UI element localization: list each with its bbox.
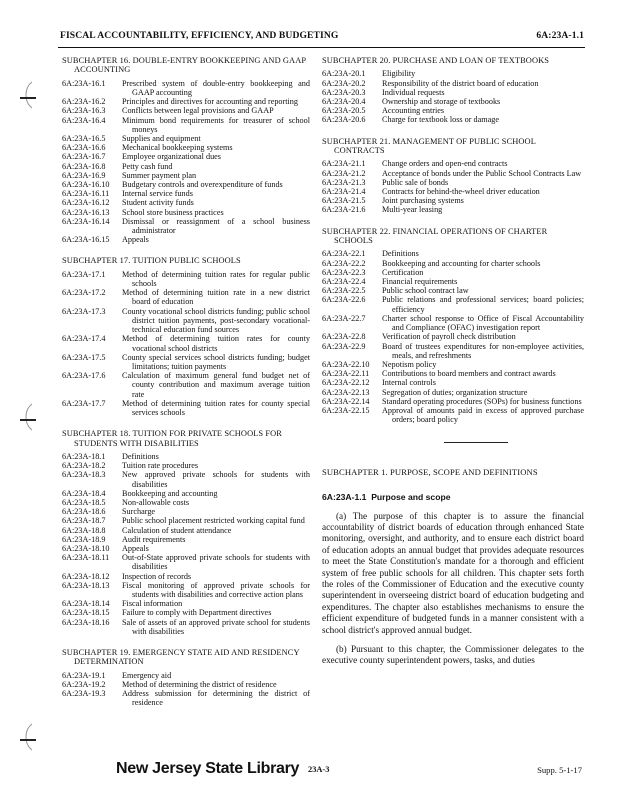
toc-entry-title: Multi-year leasing bbox=[382, 205, 443, 215]
toc-entry bbox=[62, 498, 310, 507]
paragraph-a: (a) The purpose of this chapter is to assure the financial accountability of district boards of education through enhanced State monitoring, oversight, and authority, and to ensure each district board of education adopts an annual budget that provides adequate resources to meet the State Constitution's mandate for a thorough and efficient system of free public schools for all children. This chapter sets forth the roles of the Commissioner of Education and the executive county superintendent in overseeing district board of education budgeting and expenditures. The chapter also establishes mechanisms to ensure the efficient expenditure of budgeted funds in a manner consistent with a school district's approved annual budget. bbox=[322, 510, 584, 635]
toc-entry-title: Charter school response to Office of Fiscal Accountability and Compliance (OFAC) investigation report bbox=[382, 313, 584, 333]
toc-entry-title: Method of determining tuition rates for county vocational school districts bbox=[122, 334, 310, 353]
toc-entry-number: 6A:23A-17.7 bbox=[62, 398, 106, 408]
toc-list bbox=[62, 671, 310, 708]
toc-entry-number: 6A:23A-22.9 bbox=[322, 341, 366, 351]
toc-entry-number: 6A:23A-17.5 bbox=[62, 352, 106, 362]
toc-entry-number: 6A:23A-18.5 bbox=[62, 497, 106, 507]
toc-entry-number: 6A:23A-16.2 bbox=[62, 97, 106, 107]
page-number: 23A-3 bbox=[308, 765, 330, 774]
toc-entry-number: 6A:23A-16.11 bbox=[62, 189, 110, 199]
toc-entry bbox=[322, 159, 584, 168]
toc-entry bbox=[62, 526, 310, 535]
toc-entry-number: 6A:23A-18.11 bbox=[62, 553, 110, 563]
toc-entry-number: 6A:23A-21.5 bbox=[322, 196, 366, 206]
toc-entry-title: Contributions to board members and contract awards bbox=[382, 369, 556, 379]
toc-entry bbox=[62, 189, 310, 198]
toc-entry bbox=[62, 217, 310, 235]
toc-entry-title: Accounting entries bbox=[382, 106, 445, 116]
toc-entry-number: 6A:23A-16.13 bbox=[62, 207, 110, 217]
toc-entry-number: 6A:23A-18.14 bbox=[62, 599, 110, 609]
toc-entry-number: 6A:23A-16.15 bbox=[62, 235, 110, 245]
toc-entry-title: New approved private schools for students with disabilities bbox=[122, 470, 310, 489]
toc-entry-title: Definitions bbox=[382, 249, 419, 259]
toc-entry-number: 6A:23A-16.5 bbox=[62, 134, 106, 144]
toc-entry-number: 6A:23A-22.11 bbox=[322, 369, 370, 379]
toc-entry-title: Certification bbox=[382, 267, 424, 277]
toc-entry-title: Internal controls bbox=[382, 378, 436, 388]
toc-entry-title: County vocational school districts funding; public school district tuition payments, post-secondary vocational-technical education fund sources bbox=[122, 306, 310, 335]
toc-entry bbox=[62, 671, 310, 680]
toc-entry-number: 6A:23A-18.4 bbox=[62, 488, 106, 498]
toc-entry-title: Summer payment plan bbox=[122, 170, 197, 180]
toc-entry-number: 6A:23A-21.3 bbox=[322, 177, 366, 187]
toc-entry bbox=[62, 544, 310, 553]
toc-entry-title: Sale of assets of an approved private school for students with disabilities bbox=[122, 617, 310, 636]
toc-entry-title: Minimum bond requirements for treasurer of school moneys bbox=[122, 115, 310, 134]
toc-entry-title: Public relations and professional services; board policies; efficiency bbox=[382, 295, 584, 314]
toc-entry bbox=[62, 618, 310, 636]
toc-entry-title: Mechanical bookkeeping systems bbox=[122, 143, 233, 153]
toc-list bbox=[322, 159, 584, 214]
toc-entry-title: Public school contract law bbox=[382, 286, 469, 296]
subchapter-heading: SUBCHAPTER 20. PURCHASE AND LOAN OF TEXTBOOKS bbox=[322, 56, 550, 65]
toc-entry-title: Audit requirements bbox=[122, 534, 186, 544]
toc-entry bbox=[62, 79, 310, 97]
toc-entry-number: 6A:23A-19.2 bbox=[62, 680, 106, 690]
toc-entry bbox=[322, 342, 584, 360]
toc-entry bbox=[62, 235, 310, 244]
toc-entry bbox=[322, 388, 584, 397]
toc-entry bbox=[322, 69, 584, 78]
toc-entry-title: Approval of amounts paid in excess of approved purchase orders; board policy bbox=[382, 405, 584, 425]
toc-entry bbox=[62, 572, 310, 581]
section-title: Purpose and scope bbox=[371, 492, 451, 503]
toc-entry-title: Appeals bbox=[122, 235, 149, 245]
toc-entry-number: 6A:23A-16.12 bbox=[62, 198, 110, 208]
toc-entry-title: Charge for textbook loss or damage bbox=[382, 115, 499, 125]
section-heading bbox=[322, 493, 584, 502]
toc-entry-title: Inspection of records bbox=[122, 571, 192, 581]
toc-entry-number: 6A:23A-18.6 bbox=[62, 507, 106, 517]
toc-entry-number: 6A:23A-22.8 bbox=[322, 332, 366, 342]
toc-entry bbox=[322, 406, 584, 424]
toc-entry-title: Board of trustees expenditures for non-employee activities, meals, and refreshments bbox=[382, 341, 584, 360]
toc-entry-number: 6A:23A-18.16 bbox=[62, 617, 110, 627]
toc-entry-title: Eligibility bbox=[382, 69, 416, 79]
toc-list bbox=[62, 270, 310, 417]
toc-entry-number: 6A:23A-22.4 bbox=[322, 277, 366, 287]
toc-entry-number: 6A:23A-17.3 bbox=[62, 306, 106, 316]
toc-entry bbox=[62, 270, 310, 288]
subchapter-heading: SUBCHAPTER 17. TUITION PUBLIC SCHOOLS bbox=[62, 256, 241, 266]
toc-entry-title: Financial requirements bbox=[382, 277, 458, 287]
toc-entry-number: 6A:23A-18.2 bbox=[62, 461, 106, 471]
supplement-date: Supp. 5-1-17 bbox=[537, 765, 582, 775]
toc-entry-number: 6A:23A-16.1 bbox=[62, 78, 106, 88]
toc-entry bbox=[322, 106, 584, 115]
toc-entry bbox=[62, 516, 310, 525]
toc-entry-title: Non-allowable costs bbox=[122, 497, 190, 507]
toc-entry-number: 6A:23A-16.9 bbox=[62, 170, 106, 180]
subchapter-1-heading: SUBCHAPTER 1. PURPOSE, SCOPE AND DEFINITIONS bbox=[322, 467, 538, 478]
toc-entry-title: Verification of payroll check distribution bbox=[382, 332, 516, 342]
toc-entry-number: 6A:23A-22.5 bbox=[322, 286, 366, 296]
toc-list bbox=[62, 452, 310, 636]
toc-entry-number: 6A:23A-18.12 bbox=[62, 571, 110, 581]
header-code: 6A:23A-1.1 bbox=[536, 30, 584, 41]
toc-entry-title: Method of determining tuition rates for county special services schools bbox=[122, 398, 310, 417]
toc-entry bbox=[62, 353, 310, 371]
toc-entry-title: Address submission for determining the district of residence bbox=[122, 689, 310, 708]
toc-list bbox=[62, 79, 310, 245]
toc-entry bbox=[62, 599, 310, 608]
toc-entry bbox=[62, 162, 310, 171]
toc-entry bbox=[62, 470, 310, 488]
toc-entry-number: 6A:23A-17.6 bbox=[62, 371, 106, 381]
toc-entry-number: 6A:23A-16.6 bbox=[62, 143, 106, 153]
toc-entry-title: Public school placement restricted working capital fund bbox=[122, 516, 305, 526]
toc-entry-title: Tuition rate procedures bbox=[122, 461, 199, 471]
library-stamp: New Jersey State Library bbox=[116, 760, 300, 777]
right-toc bbox=[322, 56, 584, 424]
toc-entry-title: Definitions bbox=[122, 451, 159, 461]
toc-entry-title: Conflicts between legal provisions and GAAP bbox=[122, 106, 274, 116]
toc-entry bbox=[62, 288, 310, 306]
toc-entry bbox=[62, 198, 310, 207]
toc-entry-number: 6A:23A-18.8 bbox=[62, 525, 106, 535]
toc-entry-title: Supplies and equipment bbox=[122, 134, 201, 144]
toc-entry-number: 6A:23A-16.10 bbox=[62, 180, 110, 190]
header-title: FISCAL ACCOUNTABILITY, EFFICIENCY, AND BUDGETING bbox=[60, 30, 339, 41]
toc-entry-number: 6A:23A-18.13 bbox=[62, 580, 110, 590]
toc-entry-number: 6A:23A-20.2 bbox=[322, 78, 366, 88]
toc-entry-title: Method of determining tuition rate in a new district board of education bbox=[122, 288, 310, 307]
toc-entry bbox=[62, 106, 310, 115]
toc-entry-number: 6A:23A-22.3 bbox=[322, 267, 366, 277]
toc-entry bbox=[62, 553, 310, 571]
section-divider bbox=[444, 442, 508, 443]
toc-entry-title: Petty cash fund bbox=[122, 161, 173, 171]
toc-entry bbox=[322, 88, 584, 97]
toc-entry-title: Public sale of bonds bbox=[382, 177, 449, 187]
toc-entry-title: Ownership and storage of textbooks bbox=[382, 97, 501, 107]
toc-entry-number: 6A:23A-18.7 bbox=[62, 516, 106, 526]
toc-entry-number: 6A:23A-21.6 bbox=[322, 205, 366, 215]
toc-entry-title: Segregation of duties; organization structure bbox=[382, 387, 528, 397]
toc-entry-number: 6A:23A-22.13 bbox=[322, 387, 370, 397]
toc-entry bbox=[62, 134, 310, 143]
binder-hole-mark-icon bbox=[18, 720, 40, 760]
toc-entry bbox=[62, 399, 310, 417]
toc-entry-title: Out-of-State approved private schools for students with disabilities bbox=[122, 553, 310, 572]
toc-entry bbox=[62, 689, 310, 707]
toc-entry bbox=[62, 334, 310, 352]
toc-entry-number: 6A:23A-16.14 bbox=[62, 216, 110, 226]
toc-entry-number: 6A:23A-21.4 bbox=[322, 187, 366, 197]
toc-entry-title: Nepotism policy bbox=[382, 359, 437, 369]
toc-entry-title: Method of determining the district of residence bbox=[122, 680, 277, 690]
toc-entry bbox=[62, 116, 310, 134]
toc-entry bbox=[322, 169, 584, 178]
toc-entry-number: 6A:23A-20.5 bbox=[322, 106, 366, 116]
toc-entry-number: 6A:23A-20.6 bbox=[322, 115, 366, 125]
toc-entry-title: Emergency aid bbox=[122, 670, 172, 680]
toc-entry bbox=[62, 461, 310, 470]
toc-entry-number: 6A:23A-18.3 bbox=[62, 470, 106, 480]
toc-entry bbox=[62, 680, 310, 689]
toc-entry-number: 6A:23A-21.1 bbox=[322, 159, 366, 169]
toc-entry-number: 6A:23A-22.1 bbox=[322, 249, 366, 259]
toc-entry bbox=[322, 205, 584, 214]
toc-entry-number: 6A:23A-17.4 bbox=[62, 334, 106, 344]
toc-entry-number: 6A:23A-22.14 bbox=[322, 396, 370, 406]
toc-entry-number: 6A:23A-22.15 bbox=[322, 405, 370, 415]
toc-entry bbox=[322, 187, 584, 196]
toc-entry-number: 6A:23A-20.1 bbox=[322, 69, 366, 79]
toc-entry bbox=[322, 79, 584, 88]
toc-entry-title: Fiscal information bbox=[122, 599, 183, 609]
toc-entry bbox=[62, 152, 310, 161]
toc-entry-title: Acceptance of bonds under the Public School Contracts Law bbox=[382, 168, 582, 178]
toc-entry-number: 6A:23A-16.7 bbox=[62, 152, 106, 162]
toc-entry-title: Contracts for behind-the-wheel driver education bbox=[382, 187, 540, 197]
toc-entry bbox=[62, 180, 310, 189]
toc-entry-title: Calculation of maximum general fund budget net of county contribution and maximum average tuition rate bbox=[122, 371, 310, 399]
toc-entry bbox=[322, 97, 584, 106]
toc-entry bbox=[322, 249, 584, 258]
toc-entry-number: 6A:23A-22.12 bbox=[322, 378, 370, 388]
toc-entry-number: 6A:23A-20.4 bbox=[322, 97, 366, 107]
toc-entry-number: 6A:23A-18.10 bbox=[62, 543, 110, 553]
toc-entry bbox=[322, 360, 584, 369]
toc-entry-title: Surcharge bbox=[122, 507, 156, 517]
subchapter-heading: SUBCHAPTER 19. EMERGENCY STATE AID AND RESIDENCY DETERMINATION bbox=[62, 648, 300, 667]
toc-entry-number: 6A:23A-18.9 bbox=[62, 534, 106, 544]
toc-entry-number: 6A:23A-16.8 bbox=[62, 161, 106, 171]
toc-entry bbox=[322, 314, 584, 332]
toc-entry-number: 6A:23A-22.7 bbox=[322, 313, 366, 323]
toc-entry-title: Dismissal or reassignment of a school business administrator bbox=[122, 216, 310, 236]
toc-entry bbox=[62, 608, 310, 617]
toc-entry bbox=[62, 507, 310, 516]
toc-entry bbox=[62, 307, 310, 335]
toc-entry-title: School store business practices bbox=[122, 207, 224, 217]
toc-entry bbox=[322, 277, 584, 286]
toc-entry-title: Change orders and open-end contracts bbox=[382, 159, 508, 169]
toc-entry-number: 6A:23A-22.6 bbox=[322, 295, 366, 305]
toc-entry bbox=[322, 178, 584, 187]
toc-entry-number: 6A:23A-18.1 bbox=[62, 451, 106, 461]
right-column bbox=[322, 56, 584, 675]
toc-entry-title: Calculation of student attendance bbox=[122, 525, 232, 535]
toc-entry-title: Fiscal monitoring of approved private schools for students with disabilities and corrective action plans bbox=[122, 580, 310, 599]
toc-entry-title: Failure to comply with Department directives bbox=[122, 608, 272, 618]
toc-entry-number: 6A:23A-22.10 bbox=[322, 359, 370, 369]
toc-entry-title: Standard operating procedures (SOPs) for business functions bbox=[382, 396, 582, 406]
left-column bbox=[62, 56, 310, 720]
toc-entry-number: 6A:23A-16.4 bbox=[62, 115, 106, 125]
toc-entry-title: Student activity funds bbox=[122, 198, 194, 208]
subchapter-heading: SUBCHAPTER 21. MANAGEMENT OF PUBLIC SCHOOL CONTRACTS bbox=[322, 136, 536, 156]
toc-entry bbox=[322, 259, 584, 268]
toc-entry-title: Employee organizational dues bbox=[122, 152, 221, 162]
toc-entry-title: Responsibility of the district board of education bbox=[382, 78, 539, 88]
binder-hole-mark-icon bbox=[18, 78, 40, 118]
toc-entry bbox=[322, 268, 584, 277]
toc-entry-title: Bookkeeping and accounting bbox=[122, 488, 218, 498]
toc-entry bbox=[322, 286, 584, 295]
toc-entry-title: Appeals bbox=[122, 543, 149, 553]
toc-entry bbox=[322, 196, 584, 205]
toc-list bbox=[322, 249, 584, 424]
subchapter-heading: SUBCHAPTER 18. TUITION FOR PRIVATE SCHOOLS FOR STUDENTS WITH DISABILITIES bbox=[62, 429, 282, 448]
toc-entry-number: 6A:23A-21.2 bbox=[322, 168, 366, 178]
toc-entry bbox=[322, 397, 584, 406]
toc-entry bbox=[322, 115, 584, 124]
toc-entry-number: 6A:23A-18.15 bbox=[62, 608, 110, 618]
toc-entry bbox=[322, 378, 584, 387]
toc-entry-number: 6A:23A-19.1 bbox=[62, 670, 106, 680]
toc-entry bbox=[62, 208, 310, 217]
toc-entry-title: Prescribed system of double-entry bookkeeping and GAAP accounting bbox=[122, 78, 310, 98]
toc-entry bbox=[62, 535, 310, 544]
section-number: 6A:23A-1.1 bbox=[322, 492, 367, 503]
toc-entry-title: Principles and directives for accounting and reporting bbox=[122, 97, 298, 107]
toc-entry bbox=[322, 369, 584, 378]
subchapter-heading: SUBCHAPTER 22. FINANCIAL OPERATIONS OF CHARTER SCHOOLS bbox=[322, 226, 548, 246]
toc-entry bbox=[62, 143, 310, 152]
toc-entry-title: Individual requests bbox=[382, 87, 445, 97]
toc-entry bbox=[322, 332, 584, 341]
toc-entry-title: Bookkeeping and accounting for charter schools bbox=[382, 258, 541, 268]
toc-list bbox=[322, 69, 584, 124]
binder-hole-mark-icon bbox=[18, 400, 40, 440]
toc-entry bbox=[62, 371, 310, 399]
header-rule bbox=[58, 47, 585, 48]
toc-entry-title: Internal service funds bbox=[122, 189, 193, 199]
toc-entry-number: 6A:23A-17.2 bbox=[62, 288, 106, 298]
toc-entry-number: 6A:23A-16.3 bbox=[62, 106, 106, 116]
toc-entry bbox=[62, 97, 310, 106]
toc-entry-number: 6A:23A-17.1 bbox=[62, 269, 106, 279]
subchapter-heading: SUBCHAPTER 16. DOUBLE-ENTRY BOOKKEEPING AND GAAP ACCOUNTING bbox=[62, 56, 306, 75]
toc-entry bbox=[62, 489, 310, 498]
toc-entry-number: 6A:23A-19.3 bbox=[62, 689, 106, 699]
toc-entry-number: 6A:23A-20.3 bbox=[322, 87, 366, 97]
toc-entry-title: County special services school districts funding; budget limitations; tuition payments bbox=[122, 352, 310, 371]
toc-entry-title: Method of determining tuition rates for regular public schools bbox=[122, 269, 310, 289]
toc-entry bbox=[322, 295, 584, 313]
toc-entry-title: Budgetary controls and overexpenditure of funds bbox=[122, 180, 283, 190]
toc-entry-number: 6A:23A-22.2 bbox=[322, 258, 366, 268]
toc-entry bbox=[62, 581, 310, 599]
toc-entry bbox=[62, 171, 310, 180]
toc-entry-title: Joint purchasing systems bbox=[382, 196, 464, 206]
paragraph-b: (b) Pursuant to this chapter, the Commissioner delegates to the executive county superintendent powers, tasks, and duties bbox=[322, 644, 584, 666]
toc-entry bbox=[62, 452, 310, 461]
